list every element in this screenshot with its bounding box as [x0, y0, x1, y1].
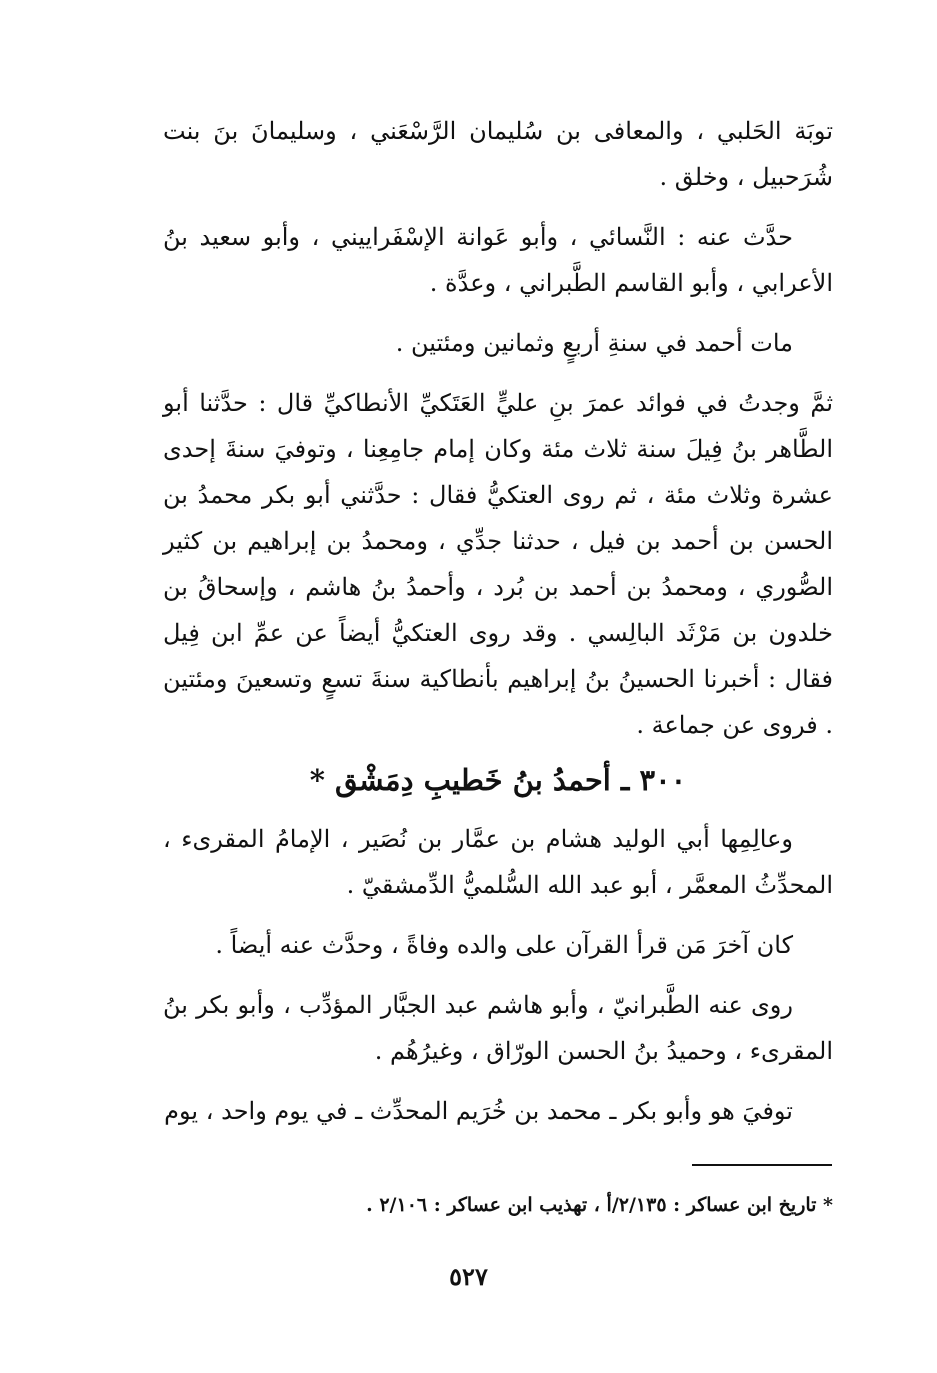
footnote: * تاريخ ابن عساكر : ٢/١٣٥/أ ، تهذيب ابن عساكر : ٢/١٠٦ . — [366, 1194, 833, 1216]
footnote-separator — [692, 1164, 832, 1166]
paragraph-gap — [163, 908, 833, 922]
paragraph-death-date: توفيَ هو وأبو بكر ـ محمد بن خُرَيم المحدِّث ـ في يوم واحد ، يوم — [164, 1097, 793, 1125]
paragraph-gap — [163, 306, 833, 320]
paragraph-recitation: كان آخرَ مَن قرأ القرآن على والده وفاةً ، وحدَّث عنه أيضاً . — [215, 931, 793, 959]
page-number: ٥٢٧ — [449, 1262, 488, 1291]
entry-heading: ٣٠٠ ـ أحمدُ بنُ خَطيبِ دِمَشْق * — [309, 763, 687, 797]
paragraph-continuation: توبَة الحَلبي ، والمعافى بن سُليمان الرَّسْعَني ، وسليمانَ بنَ بنت شُرَحبيل ، وخلق . — [163, 117, 834, 191]
paragraph-biography: وعالِمِها أبي الوليد هشام بن عمَّار بن نُصَير ، الإمامُ المقرىء ، المحدِّثُ المعمَّر ، أبو عبد الله السُّلميُّ الدِّمشقيّ . — [163, 825, 833, 899]
paragraph-gap — [163, 366, 833, 380]
paragraph-gap — [163, 1074, 833, 1088]
paragraph-findings: ثمَّ وجدتُ في فوائد عمرَ بنِ عليٍّ العَتَكيِّ الأنطاكيِّ قال : حدَّثنا أبو الطَّاهر بنُ فِيلَ سنة ثلاث مئة وكان إمام جامِعِنا ، وتوفيَ سنةَ إحدى عشرة وثلاث مئة ، ثم روى العتكيُّ فقال : حدَّثني أبو بكر محمدُ بن الحسن بن أحمد بن فيل ، حدثنا جدِّي ، ومحمدُ بن إبراهيم بن كثير الصُّوري ، ومحمدُ بن أحمد بن بُرد ، وأحمدُ بنُ هاشم ، وإسحاقُ بن خلدون بن مَرْثَد البالِسي . وقد روى العتكيُّ أيضاً عن عمِّ ابن فِيل فقال : أخبرنا الحسينُ بنُ إبراهيم بأنطاكية سنةَ تسعٍ وتسعينَ ومئتين . فروى عن جماعة . — [163, 389, 833, 739]
paragraph-gap — [163, 200, 833, 214]
paragraph-gap — [163, 968, 833, 982]
paragraph-narrators: حدَّث عنه : النَّسائي ، وأبو عَوانة الإسْفَراييني ، وأبو سعيد بنُ الأعرابي ، وأبو القاسم الطَّبراني ، وعدَّة . — [163, 223, 833, 297]
paragraph-death: مات أحمد في سنةِ أربعٍ وثمانين ومئتين . — [395, 329, 793, 357]
page-body — [163, 108, 833, 1134]
paragraph-transmitters: روى عنه الطَّبرانيّ ، وأبو هاشم عبد الجبَّار المؤدِّب ، وأبو بكر بنُ المقرىء ، وحميدُ بنُ الحسن الورّاق ، وغيرُهُم . — [163, 991, 833, 1065]
